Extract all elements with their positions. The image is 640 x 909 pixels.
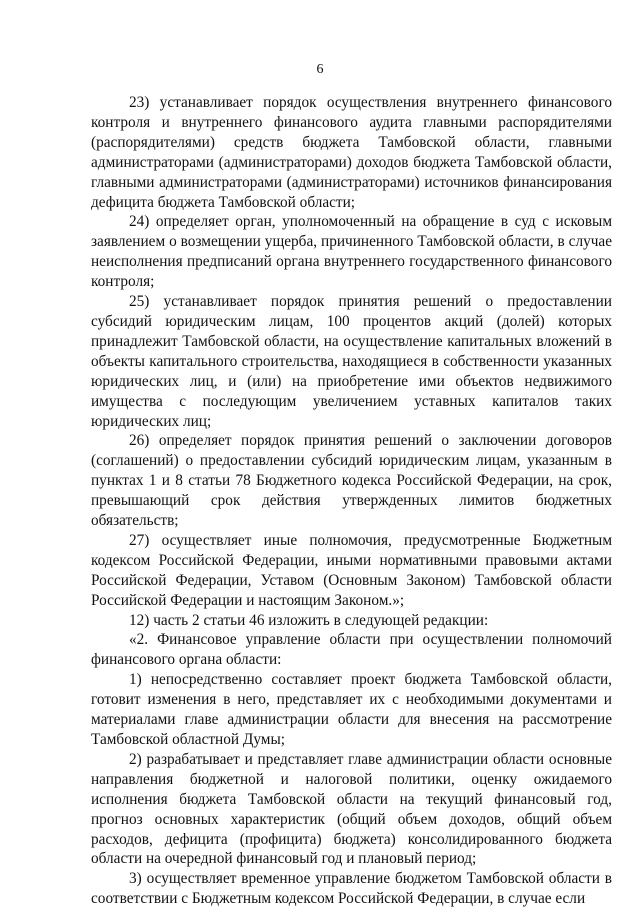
paragraph-subitem-2: 2) разрабатывает и представляет главе администрации области основные направления бюджетной и налоговой политики, оценку ожидаемого исполнения бюджета Тамбовской области на текущий финансовый год, прогноз основных характеристик (общий объем доходов, общий объем расходов, дефицита (профицита) бюджета) консолидированного бюджета области на очередной финансовый год и плановый период; — [91, 750, 612, 868]
paragraph-amendment-12: 12) часть 2 статьи 46 изложить в следующей редакции: — [129, 611, 489, 629]
page-number: 6 — [316, 62, 324, 77]
paragraph-subitem-3: 3) осуществляет временное управление бюджетом Тамбовской области в соответствии с Бюджетным кодексом Российской Федерации, в случае если — [91, 870, 612, 908]
paragraph-item-27: 27) осуществляет иные полномочия, предусмотренные Бюджетным кодексом Российской Федерации, иными нормативными правовыми актами Российской Федерации, Уставом (Основным Законом) Тамбовской области Российской Федерации и настоящим Законом.»; — [91, 531, 612, 609]
paragraph-item-26: 26) определяет порядок принятия решений о заключении договоров (соглашений) о предоставлении субсидий юридическим лицам, указанным в пунктах 1 и 8 статьи 78 Бюджетного кодекса Российской Федерации, на срок, превышающий срок действия утвержденных лимитов бюджетных обязательств; — [91, 432, 612, 530]
paragraph-item-25: 25) устанавливает порядок принятия решений о предоставлении субсидий юридическим лицам, 100 процентов акций (долей) которых принадлежит Тамбовской области, на осуществление капитальных вложений в объекты капитального строительства, находящиеся в собственности указанных юридических лиц, и (или) на приобретение ими объектов недвижимого имущества с последующим увеличением уставных капиталов таких юридических лиц; — [91, 293, 612, 430]
paragraph-subitem-1: 1) непосредственно составляет проект бюджета Тамбовской области, готовит изменения в него, представляет их с необходимыми документами и материалами главе администрации области для внесения на рассмотрение Тамбовской областной Думы; — [91, 671, 612, 748]
document-body — [91, 93, 612, 909]
paragraph-item-23: 23) устанавливает порядок осуществления внутреннего финансового контроля и внутреннего финансового аудита главными распорядителями (распорядителями) средств бюджета Тамбовской области, главными администраторами (администраторами) доходов бюджета Тамбовской области, главными администраторами (администраторами) источников финансирования дефицита бюджета Тамбовской области; — [91, 94, 612, 211]
paragraph-item-24: 24) определяет орган, уполномоченный на обращение в суд с исковым заявлением о возмещении ущерба, причиненного Тамбовской области, в случае неисполнения предписаний органа внутреннего государственного финансового контроля; — [91, 213, 612, 291]
paragraph-article-46-part-2: «2. Финансовое управление области при осуществлении полномочий финансового органа области: — [91, 631, 612, 669]
